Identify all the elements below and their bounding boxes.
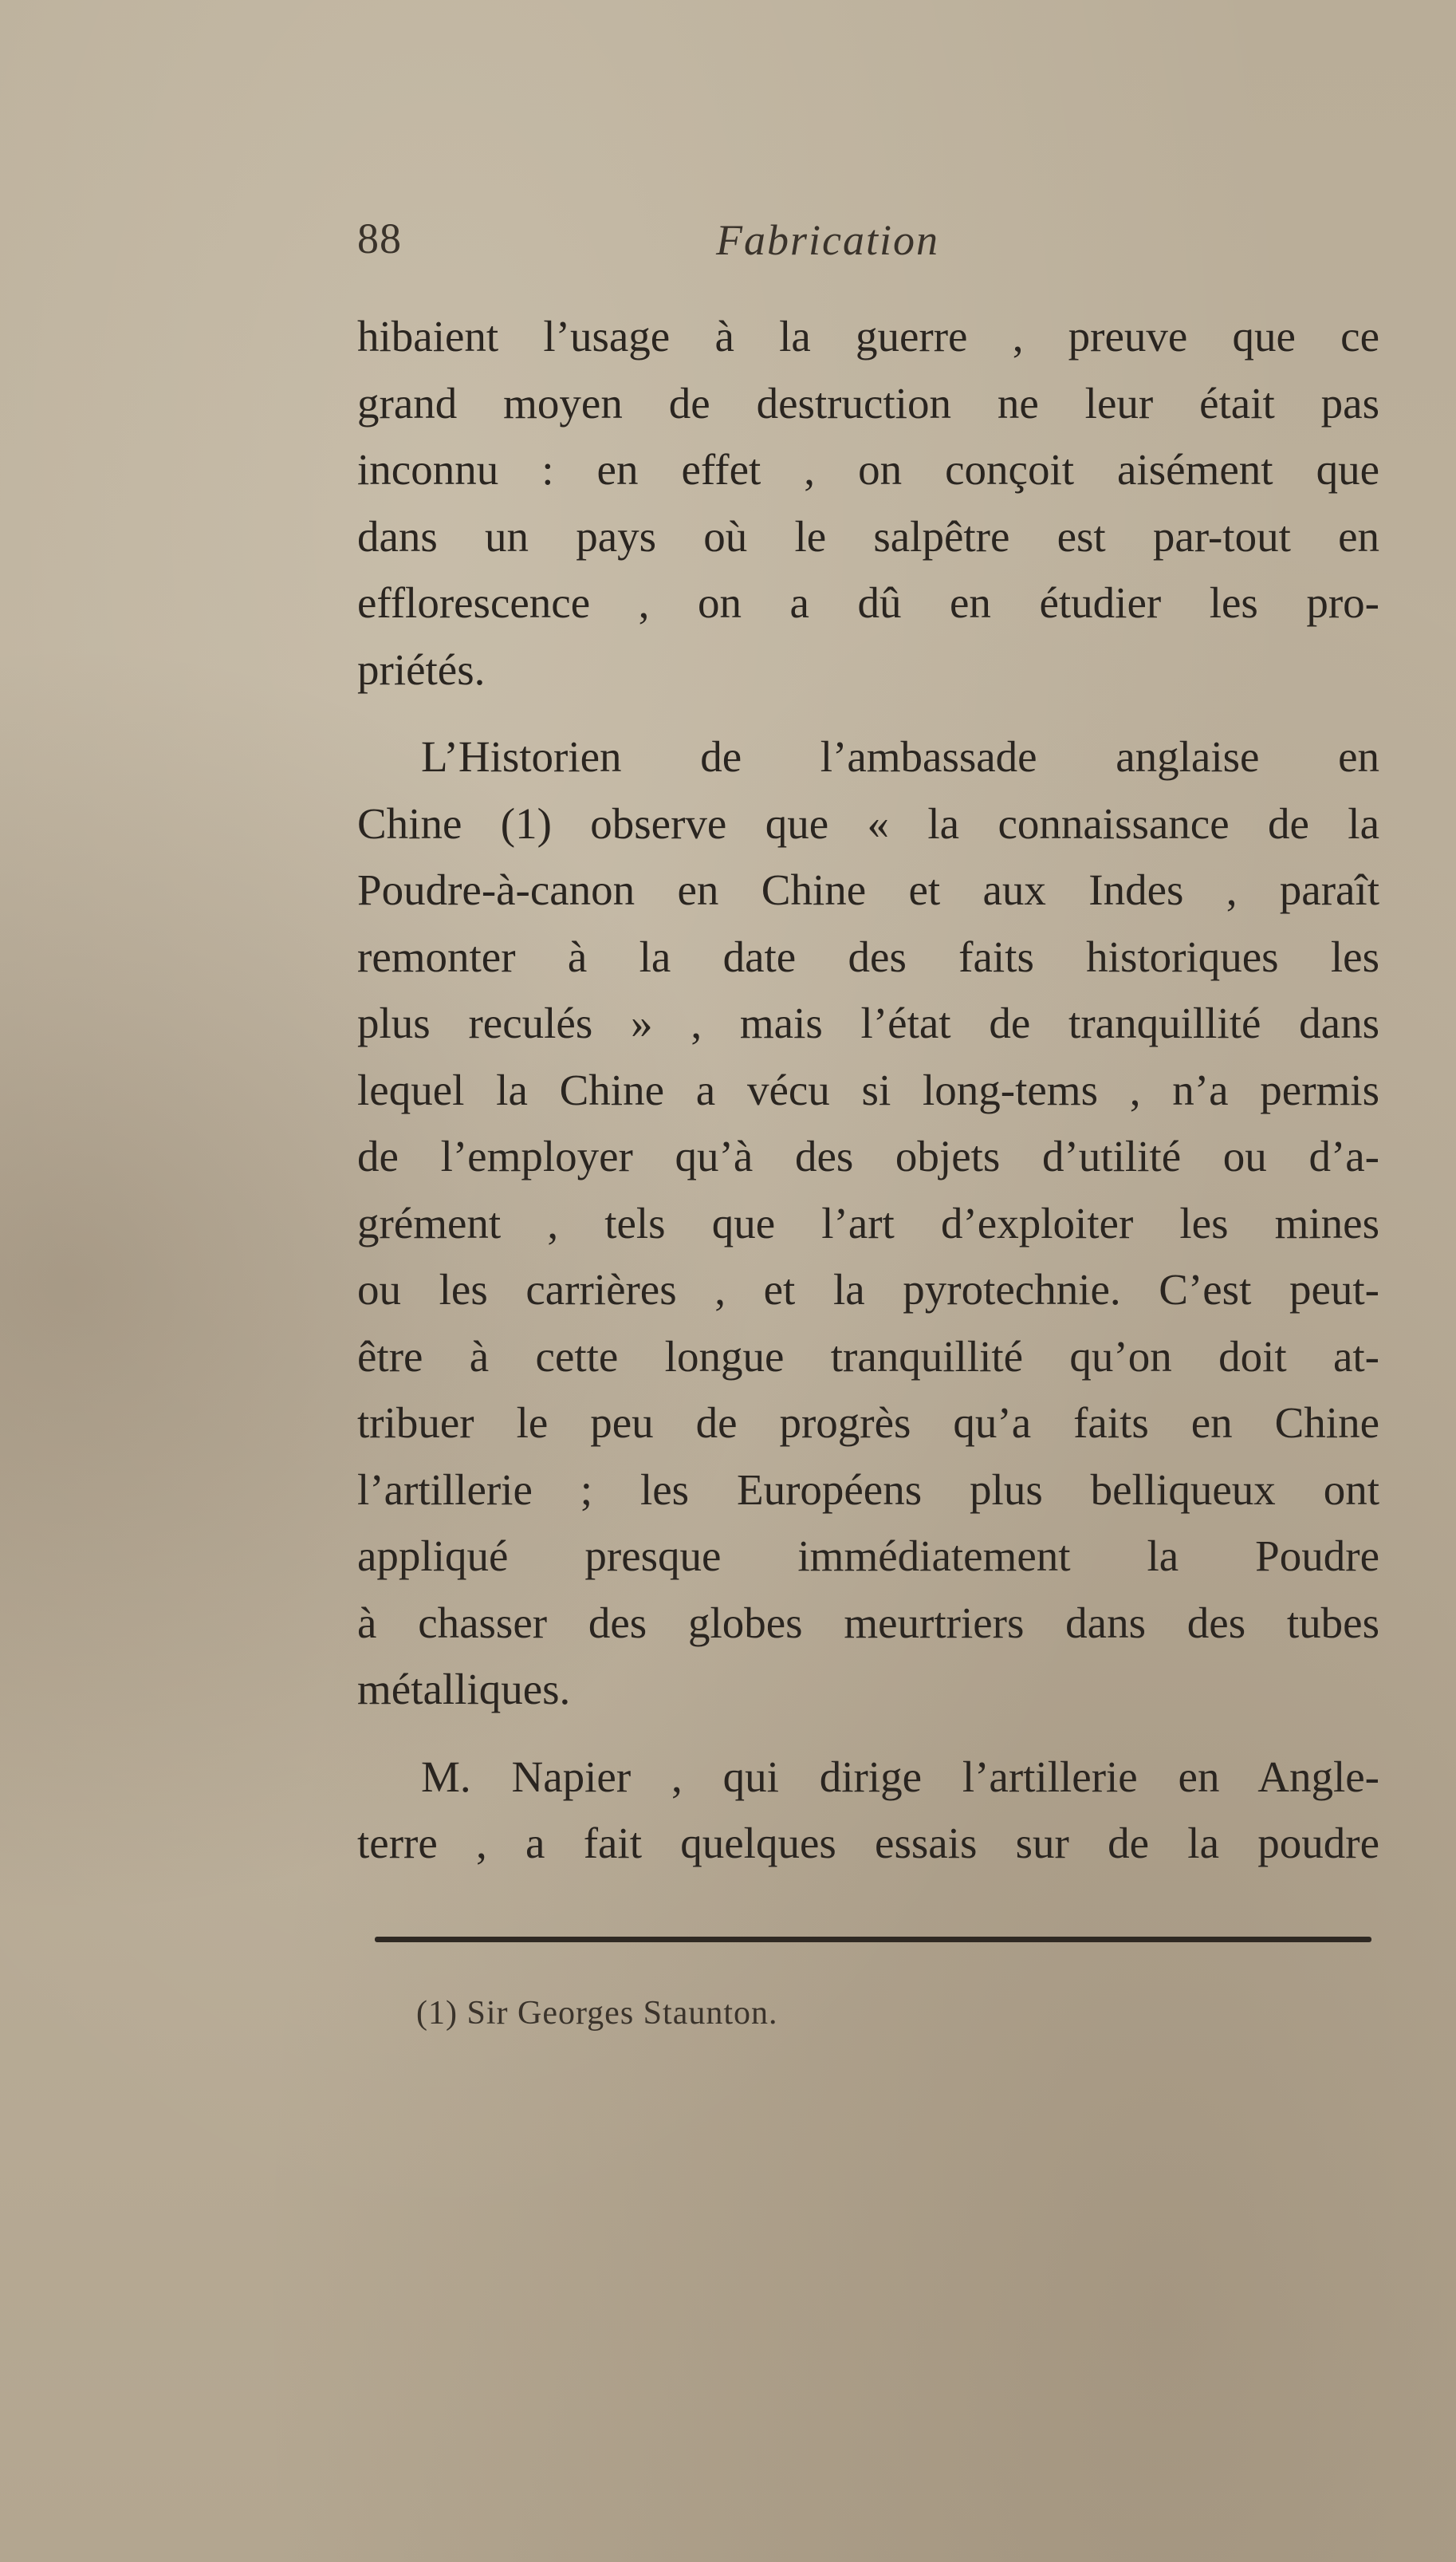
- text-line: dans un pays où le salpêtre est par-tout en: [357, 511, 1379, 561]
- running-head: Fabrication: [716, 216, 939, 264]
- paragraph: [357, 1744, 1379, 1877]
- page-number: 88: [357, 215, 402, 262]
- text-line: l’artillerie ; les Européens plus belliqueux ont: [357, 1464, 1379, 1514]
- text-line: de l’employer qu’à des objets d’utilité ou d’a-: [357, 1132, 1379, 1180]
- text-line: ou les carrières , et la pyrotechnie. C’est peut-: [357, 1265, 1379, 1314]
- text-line: être à cette longue tranquillité qu’on doit at-: [357, 1331, 1379, 1381]
- page-header: [357, 214, 1378, 278]
- text-line: appliqué presque immédiatement la Poudre: [357, 1531, 1379, 1580]
- text-line: efflorescence , on a dû en étudier les pro-: [357, 578, 1379, 627]
- text-line: à chasser des globes meurtriers dans des tubes: [357, 1598, 1379, 1647]
- text-line: hibaient l’usage à la guerre , preuve que ce: [357, 312, 1379, 361]
- text-line: M. Napier , qui dirige l’artillerie en Angle-: [421, 1752, 1379, 1801]
- text-line: terre , a fait quelques essais sur de la poudre: [357, 1819, 1379, 1867]
- text-line: remonter à la date des faits historiques les: [357, 932, 1379, 981]
- text-line: Chine (1) observe que « la connaissance de la: [357, 798, 1379, 848]
- text-line: grand moyen de destruction ne leur était pas: [357, 378, 1379, 428]
- text-line: Poudre-à-canon en Chine et aux Indes , paraît: [357, 865, 1379, 914]
- text-line: lequel la Chine a vécu si long-tems , n’a permis: [357, 1065, 1379, 1114]
- footnote-rule: [375, 1937, 1371, 1942]
- text-line: L’Historien de l’ambassade anglaise en: [421, 732, 1379, 781]
- body-text: [357, 303, 1379, 1877]
- text-line: priétés.: [357, 644, 486, 694]
- text-line: métalliques.: [357, 1665, 571, 1713]
- text-line: tribuer le peu de progrès qu’a faits en Chine: [357, 1398, 1379, 1447]
- paragraph: [357, 723, 1379, 1723]
- text-line: grément , tels que l’art d’exploiter les mines: [357, 1198, 1379, 1247]
- footnote: (1) Sir Georges Staunton.: [416, 1995, 778, 2032]
- paragraph: [357, 303, 1379, 703]
- text-line: plus reculés » , mais l’état de tranquillité dans: [357, 999, 1379, 1047]
- text-line: inconnu : en effet , on conçoit aisément que: [357, 445, 1379, 494]
